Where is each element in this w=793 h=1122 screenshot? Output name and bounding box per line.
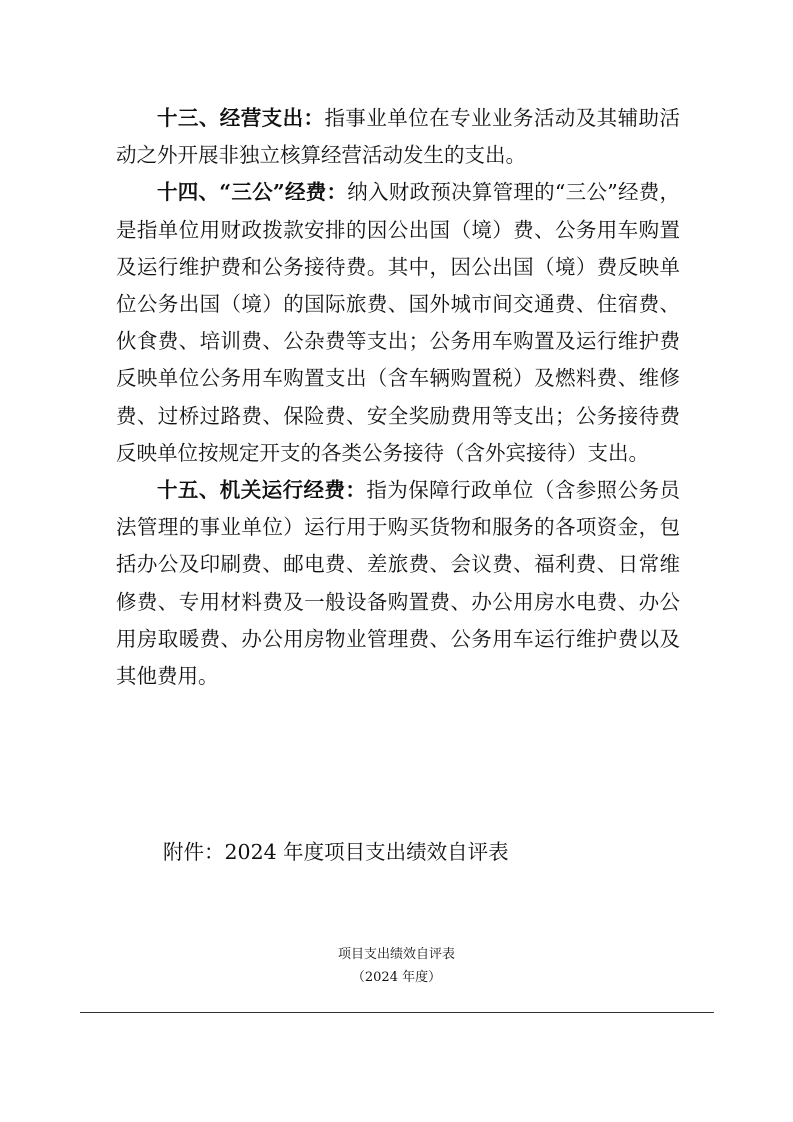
definition-text: 纳入财政预决算管理的“三公”经费，是指单位用财政拨款安排的因公出国（境）费、公务用车购置及运行维护费和公务接待费。其中，因公出国（境）费反映单位公务出国（境）的国际旅费、国外城市间交通费、住宿费、伙食费、培训费、公杂费等支出；公务用车购置及运行维护费反映单位公务用车购置支出（含车辆购置税）及燃料费、维修费、过桥过路费、保险费、安全奖励费用等支出；公务接待费反映单位按规定开支的各类公务接待（含外宾接待）支出。 [116, 180, 680, 465]
table-top-rule [80, 1012, 714, 1013]
definitions-section [116, 100, 680, 695]
definition-text: 指事业单位在专业业务活动及其辅助活动之外开展非独立核算经营活动发生的支出。 [116, 106, 680, 168]
definition-text: 指为保障行政单位（含参照公务员法管理的事业单位）运行用于购买货物和服务的各项资金，包括办公及印刷费、邮电费、差旅费、会议费、福利费、日常维修费、专用材料费及一般设备购置费、办公用房水电费、办公用房取暖费、办公用房物业管理费、公务用车运行维护费以及其他费用。 [116, 478, 680, 689]
definition-term: 十三、经营支出： [157, 106, 325, 130]
attachment-line: 附件：2024 年度项目支出绩效自评表 [163, 840, 509, 864]
definition-three-public-expenses [116, 174, 680, 472]
definition-operating-expenses [116, 100, 680, 174]
table-title: 项目支出绩效自评表 [337, 947, 455, 962]
definition-term: 十五、机关运行经费： [157, 478, 367, 503]
definition-term: 十四、“三公”经费： [157, 180, 348, 205]
table-year: （2024 年度） [351, 970, 442, 985]
definition-agency-operating-expenses [116, 472, 680, 695]
